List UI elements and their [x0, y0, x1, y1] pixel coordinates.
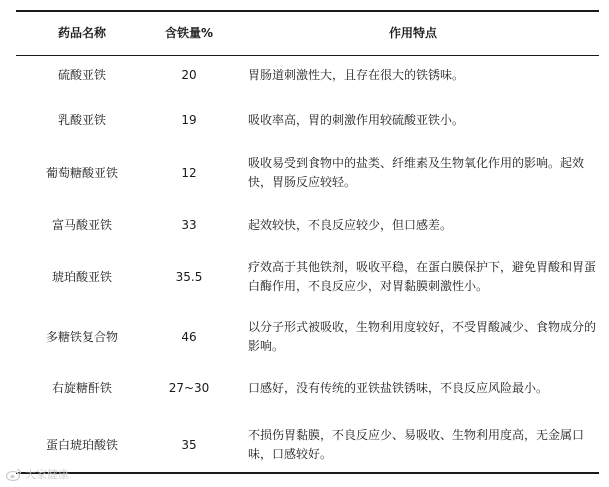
row-1-iron-content: 20 — [181, 68, 197, 82]
row-8-feature: 不损伤胃黏膜，不良反应少、易吸收、生物利用度高，无金属口味，口感较好。 — [248, 428, 585, 461]
table-top-rule — [16, 10, 599, 12]
row-1-feature: 胃肠道刺激性大，且存在很大的铁锈味。 — [248, 68, 465, 82]
row-8-drug-name: 蛋白琥珀酸铁 — [45, 438, 118, 452]
row-8-iron-content: 35 — [181, 438, 197, 452]
row-7-feature: 口感好，没有传统的亚铁盐铁锈味，不良反应风险最小。 — [248, 381, 549, 395]
row-6-iron-content: 46 — [181, 330, 197, 344]
watermark-text: 大家健康 — [25, 468, 69, 481]
watermark — [6, 466, 69, 482]
header-features: 作用特点 — [388, 26, 437, 40]
row-3-drug-name: 葡萄糖酸亚铁 — [45, 166, 118, 180]
row-6-feature: 以分子形式被吸收，生物利用度较好，不受胃酸减少、食物成分的影响。 — [248, 320, 597, 353]
header-drug-name: 药品名称 — [57, 26, 106, 40]
row-7-drug-name: 右旋糖酐铁 — [51, 381, 112, 395]
weibo-logo-icon — [6, 468, 22, 481]
row-4-iron-content: 33 — [181, 218, 197, 232]
row-5-drug-name: 琥珀酸亚铁 — [51, 270, 112, 284]
row-4-drug-name: 富马酸亚铁 — [51, 218, 112, 232]
row-5-iron-content: 35.5 — [175, 270, 203, 284]
row-2-drug-name: 乳酸亚铁 — [57, 113, 106, 127]
table-header-rule — [16, 55, 599, 56]
row-5-feature: 疗效高于其他铁剂，吸收平稳，在蛋白膜保护下，避免胃酸和胃蛋白酶作用，不良反应少，对胃黏膜刺激性小。 — [248, 260, 597, 293]
row-7-iron-content: 27~30 — [168, 381, 210, 395]
header-iron-content: 含铁量% — [164, 26, 214, 40]
row-2-feature: 吸收率高，胃的刺激作用较硫酸亚铁小。 — [248, 113, 465, 127]
table-bottom-rule — [16, 472, 599, 474]
row-6-drug-name: 多糖铁复合物 — [45, 330, 118, 344]
row-1-drug-name: 硫酸亚铁 — [57, 68, 106, 82]
row-4-feature: 起效较快，不良反应较少，但口感差。 — [248, 218, 453, 232]
row-2-iron-content: 19 — [181, 113, 197, 127]
row-3-feature: 吸收易受到食物中的盐类、纤维素及生物氧化作用的影响。起效快，胃肠反应较轻。 — [248, 156, 585, 189]
row-3-iron-content: 12 — [181, 166, 197, 180]
